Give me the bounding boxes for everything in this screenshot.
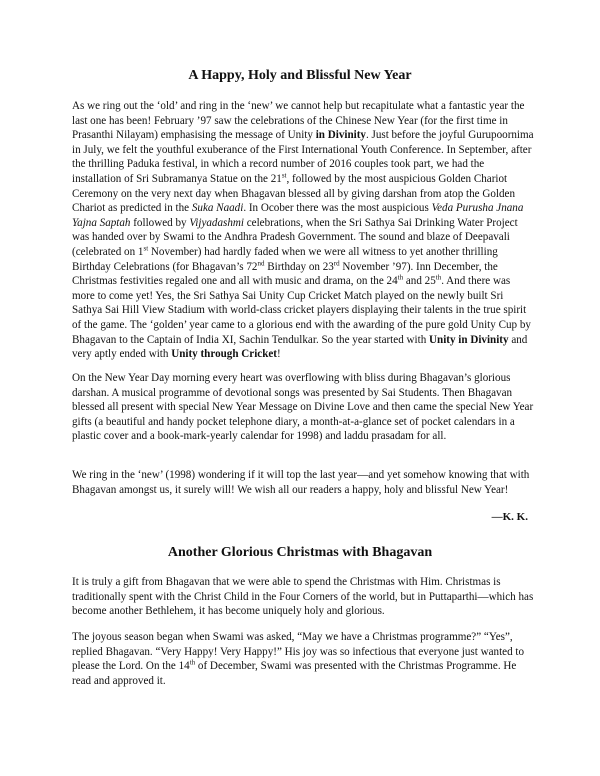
text-run: Veda Purusha Jnana Yajna Saptah <box>72 202 524 229</box>
text-run: On the New Year Day morning every heart was overflowing with bliss during Bhagavan’s glorious darshan. A musical programme of devotional songs was presented by Sai Students. Then Bhagavan blessed all present with special New Year Message on Divine Love and then came the special New Year gifts (a beautiful and handy pocket telephone diary, a month-at-a-glance set of pocket calendars in a plastic cover and a book-mark-yearly calendar for 1998) and laddu prasadam for all. <box>72 372 534 443</box>
text-run: ! <box>277 348 281 361</box>
text-run: November ’97). Inn December, the Christmas festivities regaled one and all with music and drama, on the 24 <box>72 260 498 288</box>
text-run: Unity in Divinity <box>429 333 509 346</box>
text-run: . In Ocober there was the most auspicious <box>243 202 432 215</box>
text-run: We ring in the ‘new’ (1998) wondering if it will top the last year—and yet somehow knowing that with Bhagavan amongst us, it surely will! We wish all our readers a happy, holy and blissful New Year! <box>72 469 530 496</box>
text-run: of December, Swami was presented with the Christmas Programme. He read and approved it. <box>72 660 517 687</box>
text-run: and very aptly ended with <box>72 333 528 361</box>
paragraph <box>72 468 534 497</box>
text-run: and 25 <box>403 275 436 288</box>
text-run: Suka Naadi <box>191 202 244 215</box>
text-run: in Divinity <box>315 129 366 142</box>
text-run: followed by <box>130 216 190 229</box>
text-run: th <box>189 658 196 667</box>
text-run: th <box>397 273 404 282</box>
text-run: Birthday on 23 <box>264 260 334 273</box>
text-run: November) had hardly faded when we were all witness to yet another thrilling Birthday Celebrations (for Bhagavan’s 72 <box>72 245 498 273</box>
signature: —K. K. <box>491 511 528 523</box>
text-run: Unity through Cricket <box>171 348 278 361</box>
section-title: Another Glorious Christmas with Bhagavan <box>167 545 433 560</box>
paragraph <box>72 630 534 688</box>
text-run: st <box>143 244 149 253</box>
text-run: , followed by the most auspicious Golden Chariot Ceremony on the very next day when Bhagavan blessed all by giving darshan from atop the Golden Chariot as predicted in the <box>72 172 516 215</box>
paragraph <box>72 99 534 362</box>
text-run: Vijyadashmi <box>189 216 244 229</box>
paragraph <box>72 575 534 619</box>
text-run: rd <box>333 258 340 267</box>
text-run: . And there was more to come yet! Yes, the Sri Sathya Sai Unity Cup Cricket Match played on the newly built Sri Sathya Sai Hill View Stadium with world-class cricket players displaying their talents in the true spirit of the game. The ‘golden’ year came to a glorious end with the awarding of the pure gold Unity Cup by Bhagavan to the Captain of India XI, Sachin Tendulkar. So the year started with <box>72 275 531 346</box>
text-run: nd <box>257 258 265 267</box>
text-run: As we ring out the ‘old’ and ring in the ‘new’ we cannot help but recapitulate what a fantastic year the last one has been! February ’97 saw the celebrations of the Chinese New Year (for the first time in Prasanthi Nilayam) emphasising the message of Unity <box>72 100 525 142</box>
text-run: . Just before the joyful Gurupoornima in July, we felt the youthful exuberance of the First International Youth Conference. In September, after the thrilling Paduka festival, in which a record number of 2016 couples took part, we had the installation of Sri Subramanya Statue on the 21 <box>72 129 534 185</box>
section-title: A Happy, Holy and Blissful New Year <box>188 68 412 83</box>
text-run: th <box>435 273 442 282</box>
text-run: It is truly a gift from Bhagavan that we were able to spend the Christmas with Him. Christmas is traditionally spent with the Christ Child in the Four Corners of the world, but in Puttaparthi—which has become another Bethlehem, it has become uniquely holy and glorious. <box>72 576 534 618</box>
text-run: celebrations, when the Sri Sathya Sai Drinking Water Project was handed over by Swami to the Andhra Pradesh Government. The sound and blaze of Deepavali (celebrated on 1 <box>72 216 518 258</box>
text-run: The joyous season began when Swami was asked, “May we have a Christmas programme?” “Yes”, replied Bhagavan. “Very Happy! Very Happy!” His joy was so infectious that everyone just wanted to please the Lord. On the 14 <box>72 631 525 673</box>
paragraph <box>72 371 534 444</box>
text-run: st <box>281 171 287 180</box>
